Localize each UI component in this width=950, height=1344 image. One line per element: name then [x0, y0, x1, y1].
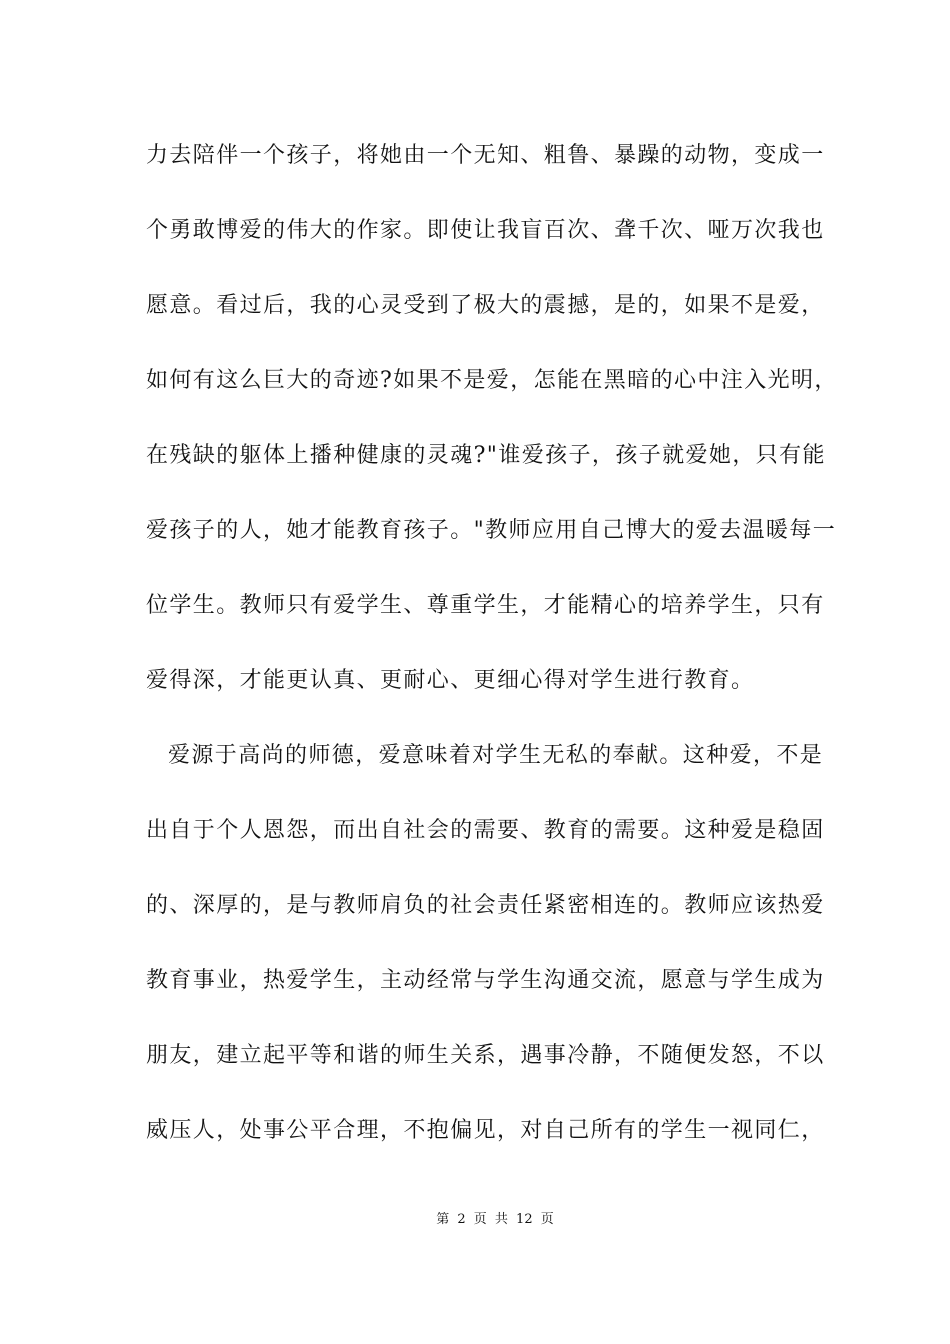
- paragraph-start-line: 爱源于高尚的师德，爱意味着对学生无私的奉献。这种爱，不是: [168, 743, 824, 768]
- text-line: 在残缺的躯体上播种健康的灵魂?"谁爱孩子，孩子就爱她，只有能: [146, 443, 826, 468]
- text-line: 出自于个人恩怨，而出自社会的需要、教育的需要。这种爱是稳固: [146, 818, 825, 843]
- text-line: 如何有这么巨大的奇迹?如果不是爱，怎能在黑暗的心中注入光明，: [146, 368, 838, 393]
- page-number-footer: 第 2 页 共 12 页: [436, 1212, 554, 1227]
- text-line: 教育事业，热爱学生，主动经常与学生沟通交流，愿意与学生成为: [146, 968, 825, 993]
- text-line: 愿意。看过后，我的心灵受到了极大的震撼，是的，如果不是爱，: [146, 293, 825, 318]
- text-line: 的、深厚的，是与教师肩负的社会责任紧密相连的。教师应该热爱: [146, 893, 825, 918]
- text-line: 爱孩子的人，她才能教育孩子。"教师应用自己博大的爱去温暖每一: [146, 518, 837, 543]
- text-line: 朋友，建立起平等和谐的师生关系，遇事冷静，不随便发怒，不以: [146, 1043, 825, 1068]
- body-text: [146, 128, 838, 1178]
- text-line: 力去陪伴一个孩子，将她由一个无知、粗鲁、暴躁的动物，变成一: [146, 143, 825, 168]
- text-line: 爱得深，才能更认真、更耐心、更细心得对学生进行教育。: [146, 668, 755, 693]
- text-line: 威压人，处事公平合理，不抱偏见，对自己所有的学生一视同仁，: [146, 1118, 825, 1143]
- text-line: 位学生。教师只有爱学生、尊重学生，才能精心的培养学生，只有: [146, 593, 825, 618]
- text-line: 个勇敢博爱的伟大的作家。即使让我盲百次、聋千次、哑万次我也: [146, 218, 825, 243]
